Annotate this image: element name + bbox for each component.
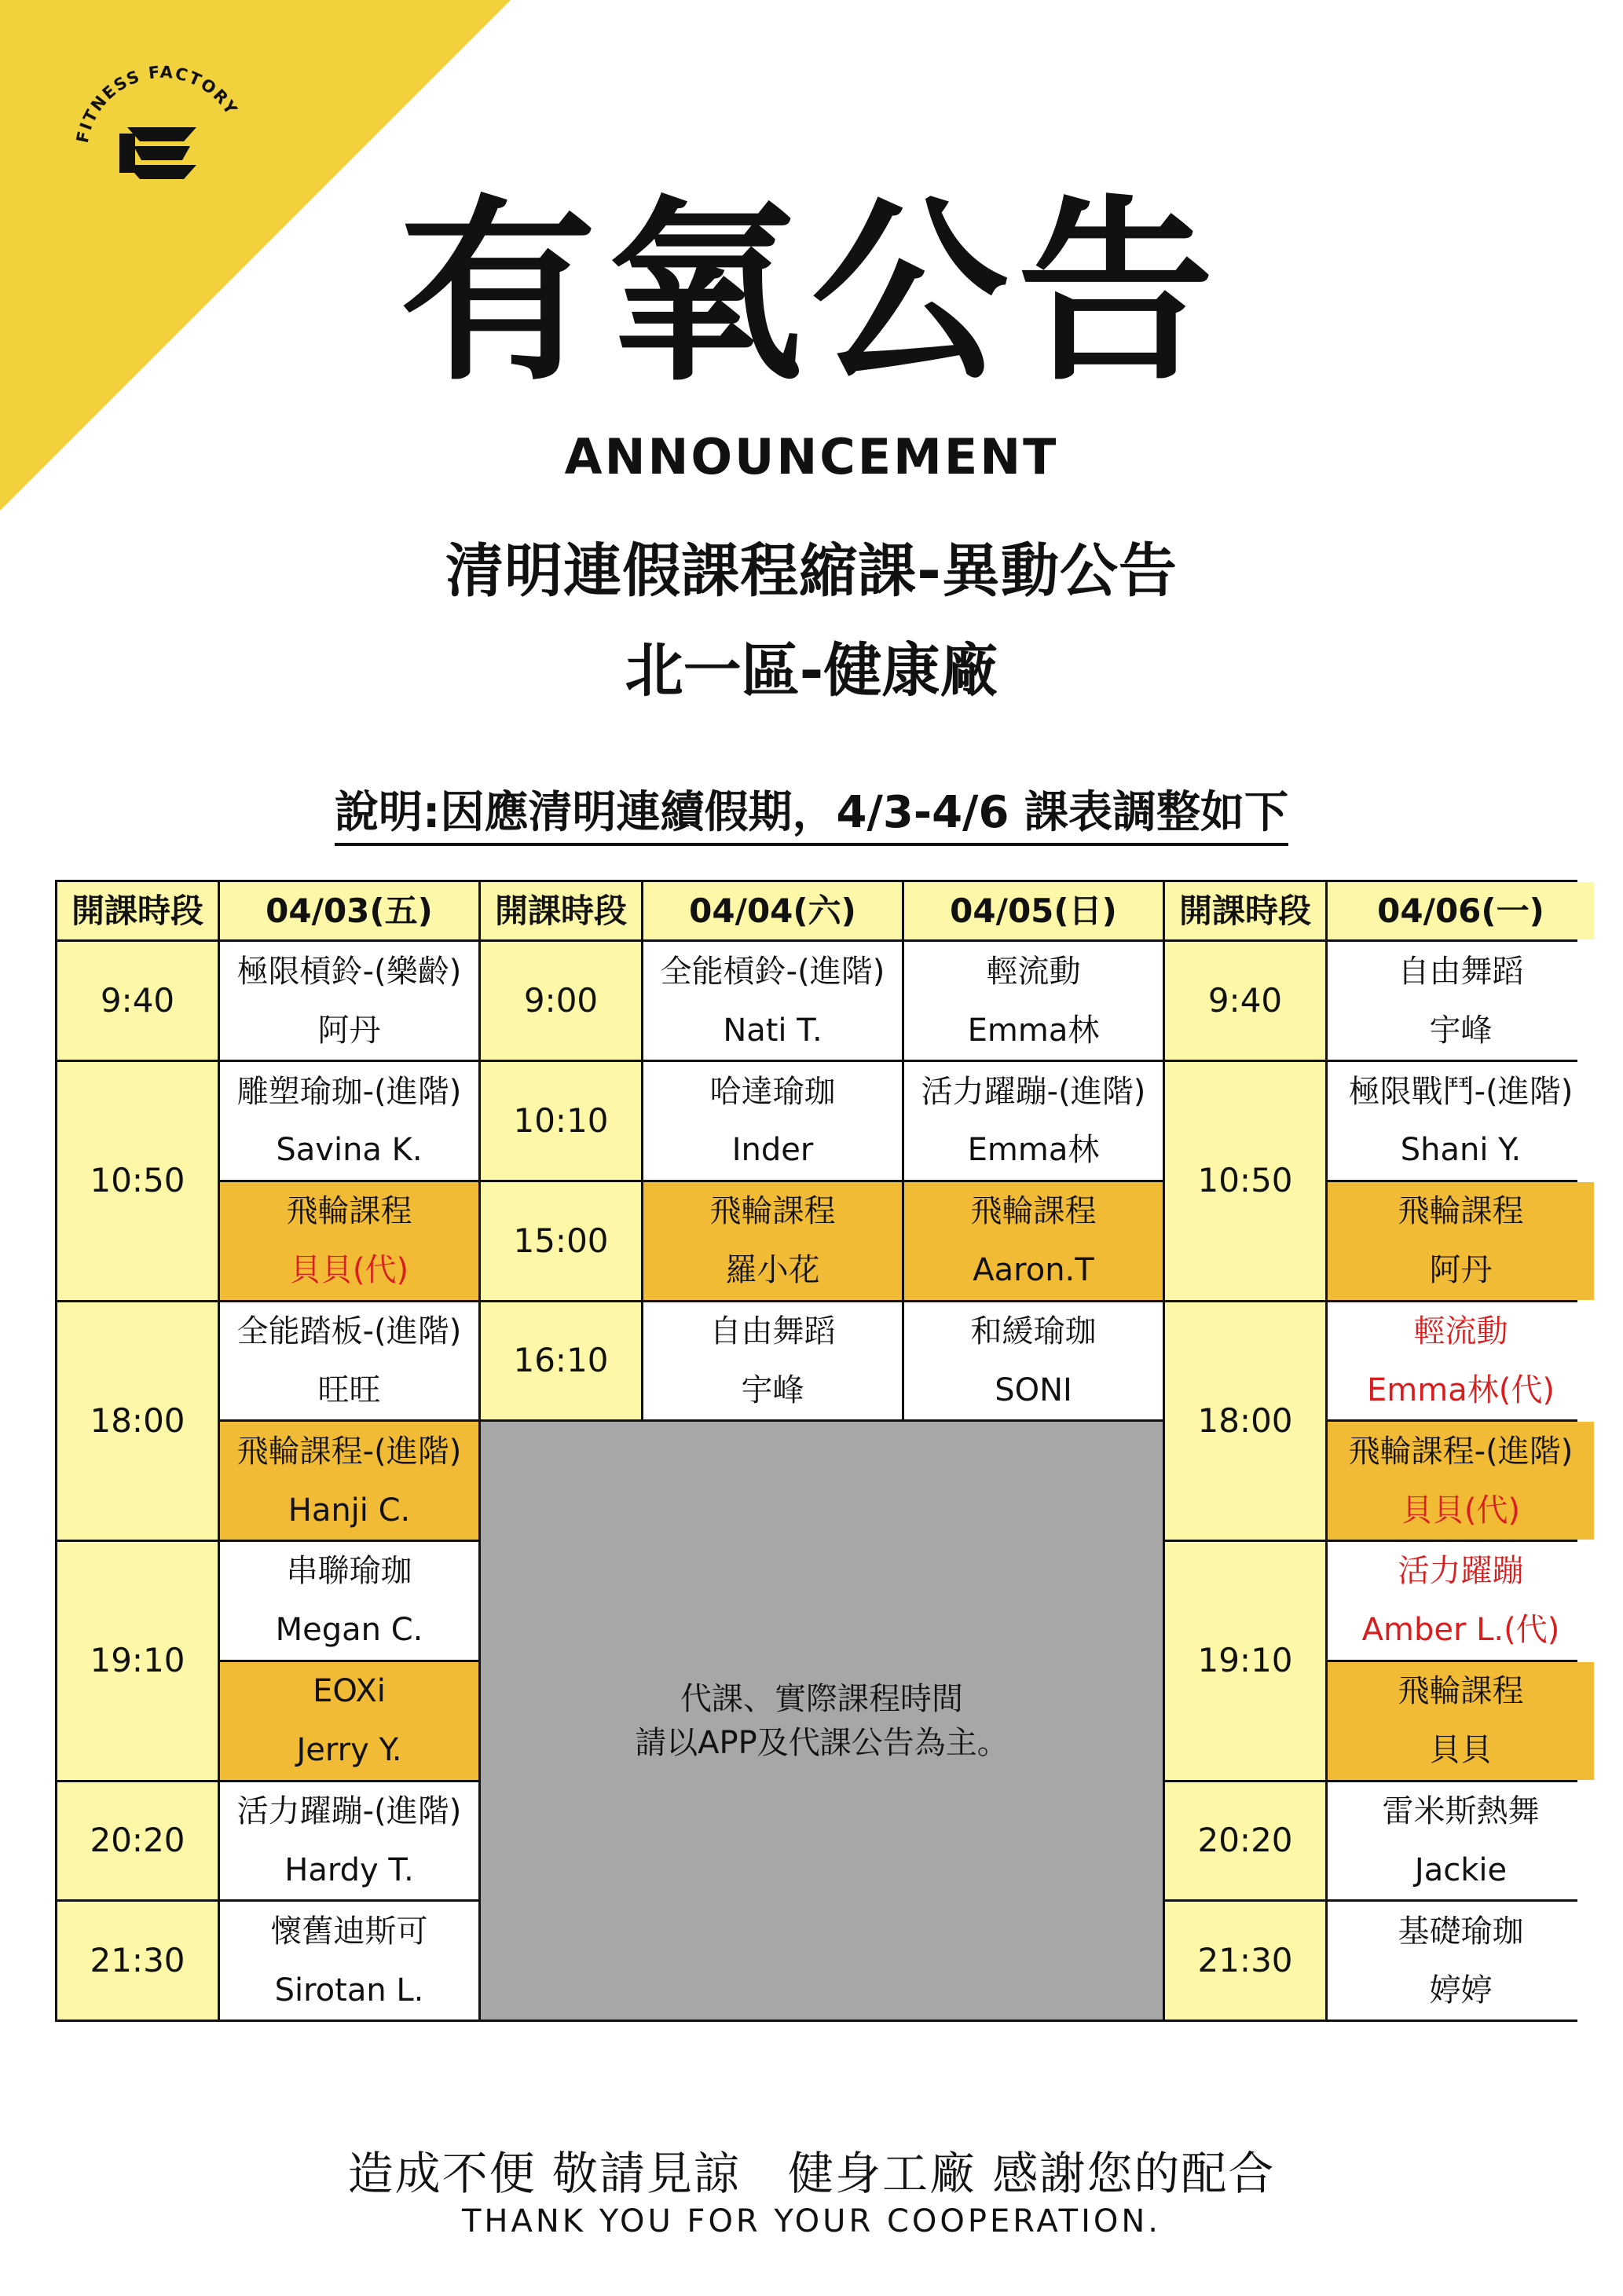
class-name: 全能槓鈴-(進階) [660,953,885,990]
cycling-class-cell [1328,1662,1594,1780]
class-teacher: 阿丹 [317,1012,381,1049]
substitute-notice [481,1422,1163,2020]
class-teacher: Hardy T. [284,1851,414,1888]
class-cell [220,1902,478,2020]
class-name: 活力躍蹦-(進階) [921,1073,1146,1110]
class-cell [220,1542,478,1660]
class-name: 極限戰鬥-(進階) [1348,1073,1574,1110]
time-cell: 21:30 [1165,1902,1325,2020]
class-teacher: 旺旺 [317,1371,381,1408]
cycling-class-cell [904,1182,1163,1300]
class-teacher-substitute: Amber L.(代) [1361,1612,1560,1649]
time-cell: 16:10 [481,1302,641,1420]
time-cell: 10:50 [1165,1062,1325,1299]
class-name: 輕流動 [1413,1313,1508,1349]
class-teacher: Hanji C. [288,1492,411,1529]
class-teacher: 宇峰 [1429,1012,1493,1049]
class-cell [1328,1062,1594,1180]
class-cell [1328,942,1594,1060]
class-name: 極限槓鈴-(樂齡) [236,953,462,990]
class-name: 活力躍蹦 [1398,1553,1524,1590]
class-name: 懷舊迪斯可 [270,1913,428,1950]
schedule-note: 說明:因應清明連續假期，4/3-4/6 課表調整如下 [0,778,1623,840]
class-name: 飛輪課程 [1398,1673,1524,1710]
time-cell: 9:40 [57,942,218,1060]
class-name: 飛輪課程-(進階) [236,1433,462,1470]
footer-apology: 造成不便 敬請見諒 健身工廠 感謝您的配合 [347,2147,1276,2200]
page-title-en: ANNOUNCEMENT [564,428,1059,485]
class-teacher: Savina K. [276,1132,423,1169]
header-0406: 04/06(一) [1328,882,1594,939]
cycling-class-cell [643,1182,902,1300]
time-cell: 18:00 [57,1302,218,1540]
class-name: 串聯瑜珈 [286,1553,412,1590]
time-cell: 20:20 [57,1782,218,1900]
class-name: 飛輪課程 [1398,1193,1524,1230]
time-cell: 15:00 [481,1182,641,1300]
time-cell: 10:50 [57,1062,218,1299]
class-name: 飛輪課程-(進階) [1348,1433,1574,1470]
header-time-col1: 開課時段 [57,882,218,939]
class-teacher: Inder [731,1132,814,1169]
class-teacher: Megan C. [275,1612,423,1649]
header-0404: 04/04(六) [643,882,902,939]
class-cell-substitute [1328,1542,1594,1660]
time-cell: 10:10 [481,1062,641,1180]
cycling-class-cell [1328,1422,1594,1540]
class-teacher: Shani Y. [1400,1132,1522,1169]
class-teacher: 阿丹 [1429,1252,1493,1289]
cycling-class-cell [220,1422,478,1540]
logo-text: FITNESS FACTORY [72,62,242,145]
class-teacher-substitute: Emma林(代) [1367,1371,1555,1408]
time-cell: 9:40 [1165,942,1325,1060]
class-teacher: SONI [995,1371,1072,1408]
notice-line-2: 請以APP及代課公告為主。 [635,1724,1009,1761]
class-teacher: 羅小花 [725,1252,820,1289]
footer-thanks: THANK YOU FOR YOUR COOPERATION. [461,2203,1162,2239]
time-cell: 19:10 [1165,1542,1325,1779]
class-teacher-substitute: 貝貝(代) [1401,1492,1521,1529]
header-0405: 04/05(日) [904,882,1163,939]
page-title: 有氧公告 [400,178,1223,407]
class-cell [643,1062,902,1180]
location-label: 北一區-健康廠 [625,637,998,705]
cycling-class-cell [220,1662,478,1780]
schedule-table [55,880,1577,2022]
class-teacher: 婷婷 [1429,1972,1493,2009]
class-cell [220,942,478,1060]
class-name: 基礎瑜珈 [1398,1913,1524,1950]
class-name: 雷米斯熱舞 [1382,1792,1540,1829]
announcement-subtitle: 清明連假課程縮課-異動公告 [445,537,1178,605]
class-teacher: Jackie [1414,1851,1508,1888]
class-teacher: 宇峰 [741,1371,804,1408]
cycling-class-cell [220,1182,478,1300]
class-name: 哈達瑜珈 [709,1073,836,1110]
class-name: 雕塑瑜珈-(進階) [236,1073,462,1110]
class-cell [904,1302,1163,1420]
class-name: 自由舞蹈 [1398,953,1524,990]
class-name: 和緩瑜珈 [970,1313,1097,1349]
time-cell: 20:20 [1165,1782,1325,1900]
class-name: 飛輪課程 [709,1193,836,1230]
class-cell [1328,1782,1594,1900]
class-name: 全能踏板-(進階) [236,1313,462,1349]
header-time-col3: 開課時段 [481,882,641,939]
class-teacher: Emma林 [967,1012,1100,1049]
class-cell-substitute [1328,1302,1594,1420]
class-teacher: 貝貝 [1429,1732,1493,1769]
class-cell [643,942,902,1060]
class-teacher: Emma林 [967,1132,1100,1169]
header-time-col6: 開課時段 [1165,882,1325,939]
class-name: 輕流動 [986,953,1081,990]
time-cell: 18:00 [1165,1302,1325,1540]
time-cell: 9:00 [481,942,641,1060]
class-teacher: Nati T. [723,1012,822,1049]
class-cell [220,1062,478,1180]
class-cell [220,1302,478,1420]
cycling-class-cell [1328,1182,1594,1300]
time-cell: 19:10 [57,1542,218,1779]
time-cell: 21:30 [57,1902,218,2020]
class-teacher: Aaron.T [973,1252,1094,1289]
class-teacher: Jerry Y. [296,1732,402,1769]
class-teacher-substitute: 貝貝(代) [289,1252,409,1289]
class-name: 活力躍蹦-(進階) [236,1792,462,1829]
class-name: 飛輪課程 [970,1193,1097,1230]
class-cell [1328,1902,1594,2020]
class-name: EOXi [313,1673,386,1710]
class-name: 自由舞蹈 [709,1313,836,1349]
class-name: 飛輪課程 [286,1193,412,1230]
class-cell [904,1062,1163,1180]
class-teacher: Sirotan L. [274,1972,424,2009]
header-0403: 04/03(五) [220,882,478,939]
notice-line-1: 代課、實際課程時間 [680,1680,963,1717]
class-cell [904,942,1163,1060]
class-cell [643,1302,902,1420]
class-cell [220,1782,478,1900]
